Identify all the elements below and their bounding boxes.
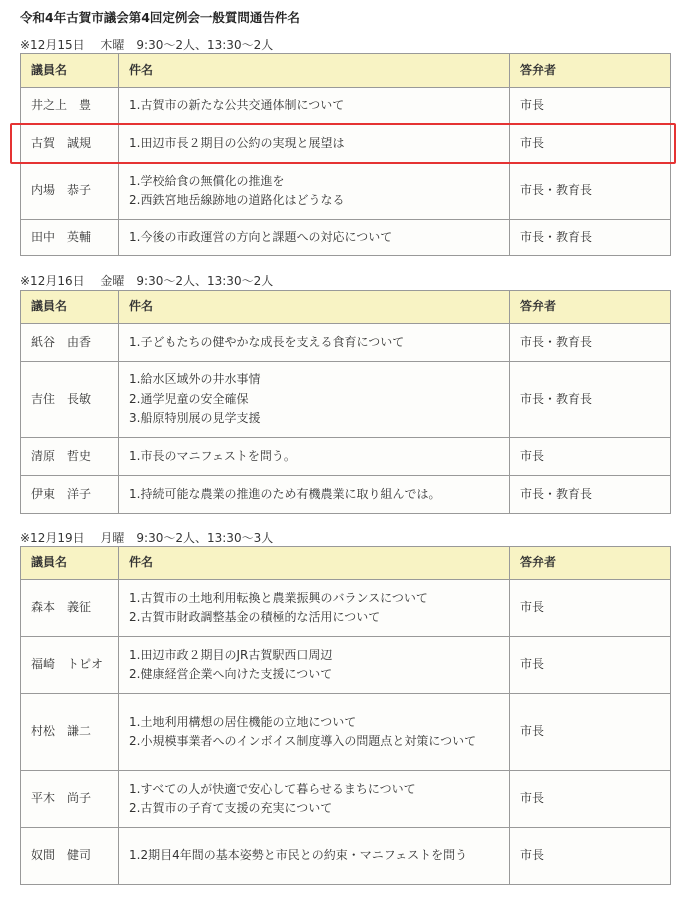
member-name: 清原 哲史 <box>21 438 119 476</box>
topic-cell <box>119 580 510 637</box>
topic-cell <box>119 125 510 163</box>
column-header-topic: 件名 <box>119 547 510 580</box>
topic-item: 1.持続可能な農業の推進のため有機農業に取り組んでは。 <box>129 486 441 501</box>
column-header-member: 議員名 <box>21 54 119 88</box>
table-row <box>21 88 671 125</box>
table-row <box>21 220 671 256</box>
table-row <box>21 125 671 163</box>
topic-cell <box>119 771 510 828</box>
member-name: 福崎 トピオ <box>21 637 119 694</box>
topic-item: 3.船原特別展の見学支援 <box>129 411 261 426</box>
member-name: 平木 尚子 <box>21 771 119 828</box>
topic-cell <box>119 828 510 885</box>
topic-item: 1.田辺市長２期目の公約の実現と展望は <box>129 135 345 150</box>
page-title: 令和4年古賀市議会第4回定例会一般質問通告件名 <box>20 10 300 25</box>
member-name: 紙谷 由香 <box>21 324 119 362</box>
topic-item: 2.健康経営企業へ向けた支援について <box>129 667 333 681</box>
topic-cell <box>119 438 510 476</box>
respondent-cell: 市長 <box>510 771 671 828</box>
table-row <box>21 324 671 362</box>
schedule-table-dec19 <box>20 546 671 885</box>
respondent-cell: 市長 <box>510 694 671 771</box>
column-header-respondent: 答弁者 <box>510 291 671 324</box>
column-header-member: 議員名 <box>21 547 119 580</box>
topic-cell <box>119 362 510 438</box>
topic-item: 1.学校給食の無償化の推進を <box>129 173 285 188</box>
section-header-dec16: ※12月16日 金曜 9:30～2人、13:30～2人 <box>20 274 274 288</box>
column-header-topic: 件名 <box>119 291 510 324</box>
topic-item: 2.小規模事業者へのインボイス制度導入の問題点と対策について <box>129 734 477 748</box>
topic-cell <box>119 694 510 771</box>
member-name: 井之上 豊 <box>21 88 119 125</box>
table-header-row <box>21 547 671 580</box>
member-name: 奴間 健司 <box>21 828 119 885</box>
table-row <box>21 362 671 438</box>
member-name: 森本 義征 <box>21 580 119 637</box>
member-name: 吉住 長敏 <box>21 362 119 438</box>
topic-cell <box>119 324 510 362</box>
topic-item: 1.2期目4年間の基本姿勢と市民との約束・マニフェストを問う <box>129 848 468 863</box>
member-name: 伊東 洋子 <box>21 476 119 514</box>
topic-item: 2.古賀市の子育て支援の充実について <box>129 801 333 815</box>
respondent-cell: 市長 <box>510 828 671 885</box>
topic-item: 1.古賀市の新たな公共交通体制について <box>129 98 345 113</box>
member-name: 村松 謙二 <box>21 694 119 771</box>
topic-item: 1.古賀市の土地利用転換と農業振興のバランスについて <box>129 590 428 605</box>
table-row <box>21 771 671 828</box>
respondent-cell: 市長 <box>510 580 671 637</box>
respondent-cell: 市長・教育長 <box>510 163 671 220</box>
column-header-respondent: 答弁者 <box>510 547 671 580</box>
member-name: 古賀 誠規 <box>21 125 119 163</box>
table-row <box>21 828 671 885</box>
column-header-member: 議員名 <box>21 291 119 324</box>
topic-item: 1.田辺市政２期目のJR古賀駅西口周辺 <box>129 647 333 662</box>
topic-cell <box>119 88 510 125</box>
respondent-cell: 市長 <box>510 88 671 125</box>
column-header-respondent: 答弁者 <box>510 54 671 88</box>
respondent-cell: 市長・教育長 <box>510 220 671 256</box>
topic-item: 2.古賀市財政調整基金の積極的な活用について <box>129 610 381 624</box>
schedule-table-dec15 <box>20 53 671 256</box>
schedule-table-dec16 <box>20 290 671 514</box>
member-name: 内場 恭子 <box>21 163 119 220</box>
table-row <box>21 163 671 220</box>
topic-item: 2.通学児童の安全確保 <box>129 391 249 406</box>
topic-item: 1.給水区域外の井水事情 <box>129 372 261 387</box>
topic-cell <box>119 637 510 694</box>
table-row <box>21 637 671 694</box>
respondent-cell: 市長・教育長 <box>510 324 671 362</box>
topic-item: 1.土地利用構想の居住機能の立地について <box>129 714 357 729</box>
respondent-cell: 市長・教育長 <box>510 362 671 438</box>
section-header-dec15: ※12月15日 木曜 9:30～2人、13:30～2人 <box>20 38 274 52</box>
table-row <box>21 438 671 476</box>
respondent-cell: 市長・教育長 <box>510 476 671 514</box>
topic-cell <box>119 476 510 514</box>
topic-item: 1.子どもたちの健やかな成長を支える食育について <box>129 334 405 349</box>
member-name: 田中 英輔 <box>21 220 119 256</box>
topic-cell <box>119 220 510 256</box>
topic-item: 1.市長のマニフェストを問う。 <box>129 448 296 463</box>
topic-item: 1.すべての人が快適で安心して暮らせるまちについて <box>129 781 416 796</box>
respondent-cell: 市長 <box>510 438 671 476</box>
column-header-topic: 件名 <box>119 54 510 88</box>
table-row <box>21 476 671 514</box>
topic-item: 2.西鉄宮地岳線跡地の道路化はどうなる <box>129 193 345 207</box>
table-row <box>21 580 671 637</box>
section-header-dec19: ※12月19日 月曜 9:30～2人、13:30～3人 <box>20 531 274 545</box>
table-row <box>21 694 671 771</box>
table-header-row <box>21 54 671 88</box>
topic-cell <box>119 163 510 220</box>
respondent-cell: 市長 <box>510 637 671 694</box>
respondent-cell: 市長 <box>510 125 671 163</box>
table-header-row <box>21 291 671 324</box>
topic-item: 1.今後の市政運営の方向と課題への対応について <box>129 229 393 244</box>
